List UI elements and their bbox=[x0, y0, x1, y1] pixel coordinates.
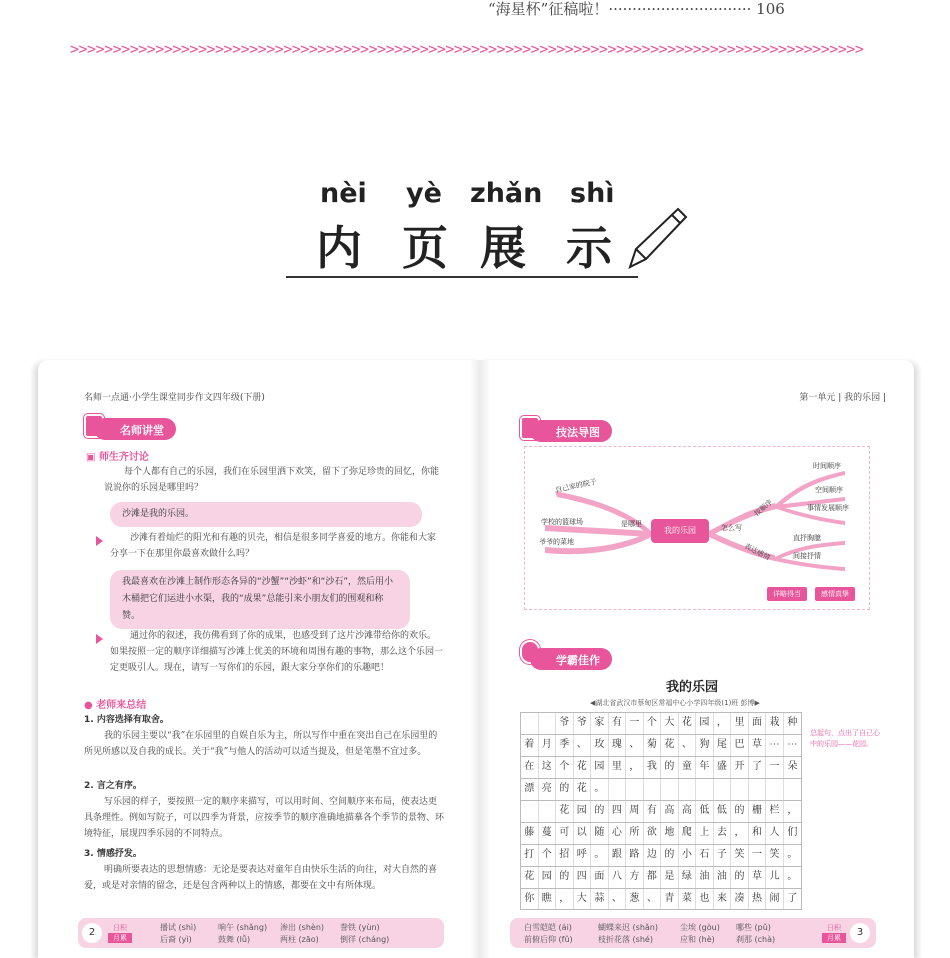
essay-cell: ， bbox=[787, 805, 798, 816]
discussion-head-text: 师生齐讨论 bbox=[98, 452, 149, 463]
point-title: 3. 情感抒发。 bbox=[84, 849, 142, 859]
essay-cell: 高 bbox=[679, 801, 697, 822]
essay-cell: 了 bbox=[749, 757, 767, 778]
essay-cell: 月 bbox=[539, 735, 557, 756]
essay-cell: 青 bbox=[661, 889, 679, 909]
essay-cell: 草 bbox=[749, 735, 767, 756]
title-char: 页 bbox=[402, 221, 448, 275]
essay-cell: 花 bbox=[679, 713, 697, 734]
skills-badge: 技法导图 bbox=[530, 420, 612, 442]
essay-cell: 园 bbox=[539, 867, 557, 888]
essay-cell: 人 bbox=[766, 823, 784, 844]
paragraph: 通过你的叙述，我仿佛看到了你的成果，也感受到了这片沙滩带给你的欢乐。如果按照一定的顺序详细描写沙滩上优美的环境和周围有趣的事物，那么这个乐园一定更吸引人。现在，请写一写你们的乐园，跟大家分享你们的乐趣吧！ bbox=[110, 631, 444, 673]
paragraph: 每个人都有自己的乐园，我们在乐园里洒下欢笑，留下了弥足珍贵的回忆，你能说说你的乐园是哪里吗？ bbox=[104, 467, 440, 493]
map-tag: 感情真挚 bbox=[815, 587, 855, 601]
essay-cell: 欲 bbox=[644, 823, 662, 844]
essay-row bbox=[520, 712, 802, 734]
essay-cell: 笑 bbox=[766, 845, 784, 866]
essay-cell: 开 bbox=[731, 757, 749, 778]
essay-cell bbox=[661, 779, 679, 800]
essay-cell: 家 bbox=[591, 713, 609, 734]
essay-cell: 蒜 bbox=[591, 889, 609, 909]
essay-cell: 一 bbox=[626, 713, 644, 734]
vocab-item: 誊铁 (yùn) bbox=[340, 923, 380, 932]
essay-cell: ， bbox=[556, 889, 574, 909]
essay-cell bbox=[539, 801, 557, 822]
essay-cell: 狗 bbox=[696, 735, 714, 756]
essay-cell bbox=[644, 779, 662, 800]
essay-cell: 们 bbox=[787, 827, 798, 838]
point-body: 我的乐园主要以“我”在乐园里的自娱自乐为主，所以写作中重在突出自己在乐园里的所见所感以及自我的成长。关于“我”与他人的活动可以适当提及，但是笔墨不宜过多。 bbox=[84, 731, 438, 757]
essay-cell bbox=[749, 779, 767, 800]
pinyin-syllable: shì bbox=[570, 178, 615, 209]
essay-cell: 尾 bbox=[714, 735, 732, 756]
essay-cell bbox=[766, 779, 784, 800]
essay-row bbox=[520, 888, 802, 910]
essay-cell bbox=[626, 779, 644, 800]
essay-cell: 。 bbox=[787, 871, 798, 882]
vocab-item: 前俯后仰 (fǔ) bbox=[524, 935, 573, 944]
rijiyuelei-label bbox=[108, 923, 132, 943]
pinyin-syllable: yè bbox=[406, 178, 442, 209]
essay-cell: 闹 bbox=[766, 889, 784, 909]
essay-cell: 。 bbox=[591, 845, 609, 866]
essay-cell: 招 bbox=[556, 845, 574, 866]
vocab-item: 应和 (hè) bbox=[680, 935, 715, 944]
map-node: 直抒胸臆 bbox=[793, 534, 821, 542]
triangle-marker-icon bbox=[96, 634, 103, 644]
map-node: 学校的篮球场 bbox=[541, 518, 583, 526]
summary-head: ● 老师来总结 bbox=[84, 700, 147, 711]
vocab-item: 哪些 (pǔ) bbox=[736, 923, 771, 932]
essay-row bbox=[520, 800, 802, 822]
essay-cell: 季 bbox=[556, 735, 574, 756]
essay-cell: 的 bbox=[556, 867, 574, 888]
essay-badge: 学霸佳作 bbox=[530, 648, 612, 670]
essay-cell: 瑰 bbox=[609, 735, 627, 756]
essay-cell: 热 bbox=[749, 889, 767, 909]
title-underline bbox=[286, 276, 638, 278]
essay-cell: 园 bbox=[574, 801, 592, 822]
essay-row bbox=[520, 756, 802, 778]
essay-cell: 里 bbox=[731, 713, 749, 734]
essay-cell: 低 bbox=[714, 801, 732, 822]
essay-cell: 面 bbox=[749, 713, 767, 734]
page-number: 2 bbox=[82, 923, 102, 943]
essay-cell: 盛 bbox=[714, 757, 732, 778]
vocab-item: 枝折花落 (shé) bbox=[598, 935, 653, 944]
pencil-icon bbox=[622, 205, 692, 275]
essay-cell: 瞧 bbox=[539, 889, 557, 909]
map-node: 爷爷的菜地 bbox=[539, 538, 574, 546]
essay-cell: 草 bbox=[749, 867, 767, 888]
map-node: 按顺序 bbox=[752, 498, 775, 518]
vocab-item: 倒徉 (cháng) bbox=[340, 935, 390, 944]
essay-cell: 的 bbox=[731, 801, 749, 822]
essay-cell: ， bbox=[714, 713, 732, 734]
side-note: 总起句，点出了自己心中的乐园——花园。 bbox=[810, 729, 880, 748]
rijiyuelei-label bbox=[822, 923, 846, 943]
essay-cell: 在 bbox=[521, 757, 539, 778]
essay-cell: 童 bbox=[679, 757, 697, 778]
essay-cell bbox=[679, 779, 697, 800]
essay-cell: 玫 bbox=[591, 735, 609, 756]
map-tag: 详略得当 bbox=[767, 587, 807, 601]
vocab-item: 白雪皑皑 (ái) bbox=[524, 923, 572, 932]
essay-cell: 去 bbox=[714, 823, 732, 844]
essay-cell: 跟 bbox=[609, 845, 627, 866]
discussion-head: ▣ 师生齐讨论 bbox=[86, 452, 149, 463]
essay-cell: 蔓 bbox=[539, 823, 557, 844]
essay-cell: 和 bbox=[749, 823, 767, 844]
essay-cell: 年 bbox=[696, 757, 714, 778]
essay-cell: 我 bbox=[644, 757, 662, 778]
vocab-item: 尘埃 (gòu) bbox=[680, 923, 720, 932]
book-spread bbox=[38, 360, 914, 958]
rj-bottom: 月累 bbox=[822, 933, 846, 943]
toc-entry: “海星杯”征稿啦！······························ 106 bbox=[488, 0, 785, 18]
essay-cell: 是 bbox=[661, 867, 679, 888]
essay-cell: 花 bbox=[574, 757, 592, 778]
essay-cell: 着 bbox=[521, 735, 539, 756]
essay-cell: 绿 bbox=[679, 867, 697, 888]
essay-cell: 的 bbox=[661, 845, 679, 866]
map-node: 事情发展顺序 bbox=[807, 504, 849, 512]
essay-cell: 边 bbox=[644, 845, 662, 866]
essay-cell: 所 bbox=[626, 823, 644, 844]
vocab-item: 响午 (shǎng) bbox=[218, 923, 268, 932]
essay-cell: 面 bbox=[591, 867, 609, 888]
essay-cell: ， bbox=[731, 823, 749, 844]
essay-cell: 的 bbox=[591, 801, 609, 822]
essay-cell: 漂 bbox=[521, 779, 539, 800]
essay-cell: 栅 bbox=[749, 801, 767, 822]
paragraph: 沙滩有着灿烂的阳光和有趣的贝壳，相信是很多同学喜爱的地方。你能和大家分享一下在那里你最喜欢做什么吗？ bbox=[110, 533, 437, 559]
essay-cell bbox=[609, 779, 627, 800]
essay-cell bbox=[714, 779, 732, 800]
vocab-item: 刹那 (chà) bbox=[736, 935, 776, 944]
map-center: 我的乐园 bbox=[651, 519, 709, 543]
rj-top: 日积 bbox=[113, 924, 127, 932]
essay-cell: 地 bbox=[661, 823, 679, 844]
essay-cell: 、 bbox=[609, 889, 627, 909]
essay-cell: 心 bbox=[609, 823, 627, 844]
essay-cell: 凑 bbox=[731, 889, 749, 909]
essay-cell: 油 bbox=[714, 867, 732, 888]
map-node: 表达感情 bbox=[742, 541, 772, 563]
running-head: 名师一点通·小学生课堂同步作文四年级(下册) bbox=[84, 393, 265, 403]
essay-cell: 打 bbox=[521, 845, 539, 866]
point-title: 1. 内容选择有取舍。 bbox=[84, 715, 169, 725]
essay-author: ◀湖北省武汉市蔡甸区常福中心小学四年级(1)班 彭博▶ bbox=[590, 699, 760, 707]
essay-cell: 也 bbox=[696, 889, 714, 909]
essay-cell: 可 bbox=[556, 823, 574, 844]
essay-cell: 、 bbox=[574, 735, 592, 756]
essay-cell: 高 bbox=[661, 801, 679, 822]
running-head: 第一单元 | 我的乐园 | bbox=[799, 393, 886, 403]
essay-cell: 子 bbox=[714, 845, 732, 866]
map-node: 自己家的院子 bbox=[554, 477, 598, 495]
essay-cell: 、 bbox=[626, 735, 644, 756]
essay-cell: 菊 bbox=[644, 735, 662, 756]
essay-cell: 园 bbox=[591, 757, 609, 778]
essay-title: 我的乐园 bbox=[666, 680, 719, 695]
rj-top: 日积 bbox=[827, 924, 841, 932]
essay-cell: 个 bbox=[644, 713, 662, 734]
essay-cell: 八 bbox=[609, 867, 627, 888]
essay-cell: 巴 bbox=[731, 735, 749, 756]
essay-cell: 爷 bbox=[574, 713, 592, 734]
vocab-item: 后裔 (yì) bbox=[160, 935, 192, 944]
vocab-item: 两柱 (zāo) bbox=[280, 935, 319, 944]
essay-cell: 爬 bbox=[679, 823, 697, 844]
essay-cell: 上 bbox=[696, 823, 714, 844]
vocab-item: 鼓舞 (lǚ) bbox=[218, 935, 251, 944]
essay-cell: 以 bbox=[574, 823, 592, 844]
essay-grid bbox=[520, 712, 802, 910]
essay-cell: 花 bbox=[574, 779, 592, 800]
essay-cell: 花 bbox=[661, 735, 679, 756]
essay-cell: 这 bbox=[539, 757, 557, 778]
essay-cell: 笑 bbox=[731, 845, 749, 866]
title-char: 示 bbox=[566, 221, 612, 275]
essay-cell: 爷 bbox=[556, 713, 574, 734]
essay-cell: 菜 bbox=[679, 889, 697, 909]
essay-cell: 里 bbox=[609, 757, 627, 778]
essay-cell: 花 bbox=[556, 801, 574, 822]
essay-cell bbox=[539, 713, 557, 734]
essay-cell: 周 bbox=[626, 801, 644, 822]
essay-cell: 的 bbox=[731, 867, 749, 888]
speech-bubble: 我最喜欢在沙滩上制作形态各异的“沙蟹”“沙虾”和“沙石”，然后用小木桶把它们运进小水渠，我的“成果”总能引来小朋友们的围观和称赞。 bbox=[110, 570, 410, 629]
essay-cell: 朵 bbox=[787, 761, 798, 772]
essay-cell: 一 bbox=[766, 757, 784, 778]
essay-cell: 的 bbox=[661, 757, 679, 778]
essay-row bbox=[520, 822, 802, 844]
essay-cell bbox=[521, 801, 539, 822]
essay-cell: 四 bbox=[609, 801, 627, 822]
pinyin-syllable: nèi bbox=[320, 178, 367, 209]
essay-cell: 种 bbox=[787, 717, 798, 728]
essay-cell: 园 bbox=[696, 713, 714, 734]
mind-map bbox=[524, 446, 870, 610]
essay-cell: ， bbox=[626, 757, 644, 778]
essay-cell bbox=[784, 779, 801, 800]
essay-cell: 大 bbox=[574, 889, 592, 909]
essay-cell bbox=[731, 779, 749, 800]
essay-cell: 。 bbox=[591, 779, 609, 800]
map-node: 是哪里 bbox=[621, 520, 642, 528]
vocab-footer bbox=[510, 918, 876, 948]
left-page bbox=[38, 360, 480, 958]
book-spine bbox=[470, 360, 490, 958]
section-badge: 名师讲堂 bbox=[94, 418, 176, 440]
essay-cell: 来 bbox=[714, 889, 732, 909]
vocab-footer bbox=[78, 918, 444, 948]
point-body: 明确所要表达的思想情感：无论是要表达对童年自由快乐生活的向往，对大自然的喜爱，或是对亲情的留念，还是包含两种以上的情感，都要在文中有所体现。 bbox=[84, 865, 438, 891]
map-node: 怎么写 bbox=[721, 524, 742, 532]
vocab-item: 渗出 (shèn) bbox=[280, 923, 325, 932]
essay-cell bbox=[521, 713, 539, 734]
essay-cell: 都 bbox=[644, 867, 662, 888]
essay-cell: 栽 bbox=[766, 713, 784, 734]
essay-cell: 大 bbox=[661, 713, 679, 734]
title-hanzi bbox=[316, 212, 636, 275]
point-body: 写乐园的样子，要按照一定的顺序来描写，可以用时间、空间顺序来布局，使表达更具条理性。例如写院子，可以四季为背景，应按季节的顺序准确地描摹各个季节的景物、环境特征，展现四季乐园的不同特点。 bbox=[84, 797, 445, 839]
arrow-divider: >>>>>>>>>>>>>>>>>>>>>>>>>>>>>>>>>>>>>>>>>>>>>>>>>>>>>>>>>>>>>>>>>>>>>>>>>>>>>>>>>>>>>>>>>>>>> bbox=[70, 40, 864, 58]
essay-cell: 的 bbox=[556, 779, 574, 800]
essay-cell: 亮 bbox=[539, 779, 557, 800]
essay-cell: 石 bbox=[696, 845, 714, 866]
essay-cell: 小 bbox=[679, 845, 697, 866]
triangle-marker-icon bbox=[96, 536, 103, 546]
title-char: 展 bbox=[480, 221, 526, 275]
point-title: 2. 言之有序。 bbox=[84, 781, 142, 791]
essay-cell bbox=[696, 779, 714, 800]
essay-cell: 一 bbox=[749, 845, 767, 866]
essay-cell: 四 bbox=[574, 867, 592, 888]
essay-cell: 有 bbox=[609, 713, 627, 734]
essay-cell: 个 bbox=[556, 757, 574, 778]
essay-cell: 、 bbox=[679, 735, 697, 756]
essay-cell: 。 bbox=[787, 849, 798, 860]
pinyin-syllable: zhǎn bbox=[470, 178, 543, 209]
essay-row bbox=[520, 778, 802, 800]
essay-cell: 个 bbox=[539, 845, 557, 866]
vocab-item: 蝴蝶来迟 (shǎn) bbox=[598, 923, 658, 932]
essay-row bbox=[520, 844, 802, 866]
essay-cell: 葱 bbox=[626, 889, 644, 909]
essay-cell: 栏 bbox=[766, 801, 784, 822]
essay-cell: 了 bbox=[787, 893, 798, 904]
title-pinyin bbox=[320, 178, 640, 214]
essay-cell: 随 bbox=[591, 823, 609, 844]
essay-cell: 低 bbox=[696, 801, 714, 822]
page-number: 3 bbox=[850, 923, 870, 943]
map-node: 间接抒情 bbox=[793, 552, 821, 560]
summary-head-text: 老师来总结 bbox=[96, 700, 147, 711]
essay-cell: 、 bbox=[644, 889, 662, 909]
essay-cell: 你 bbox=[521, 889, 539, 909]
essay-cell: 儿 bbox=[766, 867, 784, 888]
title-char: 内 bbox=[316, 221, 362, 275]
map-node: 空间顺序 bbox=[815, 486, 843, 494]
vocab-item: 播试 (shì) bbox=[160, 923, 197, 932]
speech-bubble: 沙滩是我的乐园。 bbox=[110, 502, 422, 527]
essay-row bbox=[520, 734, 802, 756]
essay-cell: 藤 bbox=[521, 823, 539, 844]
essay-row bbox=[520, 866, 802, 888]
essay-cell: 路 bbox=[626, 845, 644, 866]
essay-cell: ⋯ bbox=[787, 739, 798, 750]
map-node: 时间顺序 bbox=[813, 462, 841, 470]
rj-bottom: 月累 bbox=[108, 933, 132, 943]
essay-cell: 呼 bbox=[574, 845, 592, 866]
essay-cell: 有 bbox=[644, 801, 662, 822]
right-page bbox=[480, 360, 914, 958]
essay-cell: ⋯ bbox=[766, 735, 784, 756]
essay-cell: 方 bbox=[626, 867, 644, 888]
essay-cell: 油 bbox=[696, 867, 714, 888]
essay-cell: 花 bbox=[521, 867, 539, 888]
